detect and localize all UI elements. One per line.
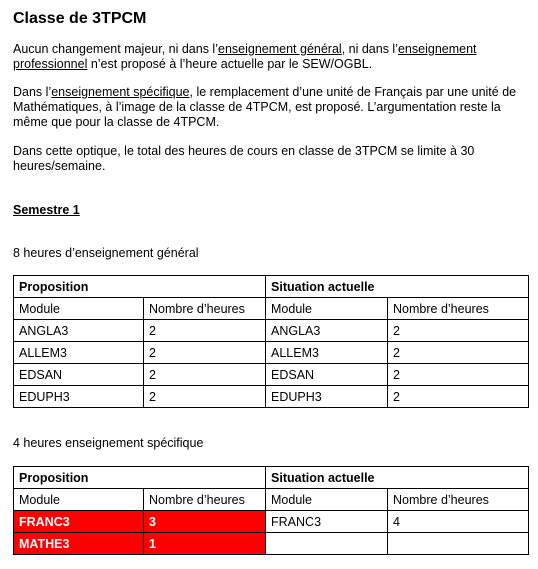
table-cell: EDSAN (266, 364, 388, 386)
text-run: Dans l’ (13, 85, 52, 99)
module-column-header: Module (266, 489, 388, 511)
hours-column-header: Nombre d’heures (388, 298, 529, 320)
highlighted-cell: 3 (144, 511, 266, 533)
paragraph-line (13, 42, 477, 57)
table-cell: 2 (144, 342, 266, 364)
table-cell: 2 (144, 320, 266, 342)
table-cell: 2 (388, 364, 529, 386)
table-cell: 2 (388, 386, 529, 408)
table-column-header-row (14, 489, 529, 511)
hours-column-header: Nombre d’heures (388, 489, 529, 511)
current-situation-header: Situation actuelle (266, 276, 529, 298)
table-cell (266, 533, 388, 555)
hours-column-header: Nombre d’heures (144, 489, 266, 511)
table-cell: ANGLA3 (266, 320, 388, 342)
table-group-header-row (14, 467, 529, 489)
table-cell: ALLEM3 (14, 342, 144, 364)
text-run: n’est proposé à l’heure actuelle par le SEW/OGBL. (87, 57, 373, 71)
paragraph-specific (13, 85, 516, 130)
highlighted-cell: 1 (144, 533, 266, 555)
paragraph-line: heures/semaine. (13, 159, 106, 173)
specific-hours-table (13, 466, 529, 555)
table-cell: FRANC3 (266, 511, 388, 533)
module-column-header: Module (14, 489, 144, 511)
paragraph-line (13, 85, 516, 100)
table-cell (388, 533, 529, 555)
proposition-header: Proposition (14, 276, 266, 298)
table-cell: ANGLA3 (14, 320, 144, 342)
paragraph-line: même que pour la classe de 4TPCM. (13, 115, 220, 129)
module-column-header: Module (14, 298, 144, 320)
current-situation-header: Situation actuelle (266, 467, 529, 489)
page-title: Classe de 3TPCM (13, 10, 147, 27)
underlined-term: enseignement (397, 42, 477, 56)
table-cell: 2 (388, 320, 529, 342)
table-cell: 2 (144, 386, 266, 408)
paragraph-general (13, 42, 477, 72)
proposition-header: Proposition (14, 467, 266, 489)
module-column-header: Module (266, 298, 388, 320)
table-group-header-row (14, 276, 529, 298)
table-cell: EDUPH3 (266, 386, 388, 408)
table-row (14, 364, 529, 386)
table-cell: ALLEM3 (266, 342, 388, 364)
paragraph-line: Mathématiques, à l’image de la classe de 4TPCM, est proposé. L’argumentation reste la (13, 100, 501, 114)
underlined-term: enseignement général (218, 42, 342, 56)
table-cell: 2 (388, 342, 529, 364)
table-row (14, 511, 529, 533)
underlined-term: enseignement spécifique (51, 85, 190, 99)
table-cell: EDUPH3 (14, 386, 144, 408)
table-row (14, 533, 529, 555)
general-hours-table (13, 275, 529, 408)
hours-column-header: Nombre d’heures (144, 298, 266, 320)
table-cell: EDSAN (14, 364, 144, 386)
text-run: , le remplacement d’une unité de Français par une unité de (189, 85, 517, 99)
highlighted-cell: MATHE3 (14, 533, 144, 555)
table-cell: 2 (144, 364, 266, 386)
semester-heading: Semestre 1 (13, 203, 80, 217)
paragraph-line: Dans cette optique, le total des heures de cours en classe de 3TPCM se limite à 30 (13, 144, 475, 158)
section-caption-specific: 4 heures enseignement spécifique (13, 436, 204, 450)
section-caption-general: 8 heures d’enseignement général (13, 246, 199, 260)
paragraph-total-hours (13, 144, 474, 174)
table-column-header-row (14, 298, 529, 320)
table-row (14, 386, 529, 408)
table-row (14, 320, 529, 342)
paragraph-line (13, 57, 477, 72)
text-run: Aucun changement majeur, ni dans l’ (13, 42, 218, 56)
underlined-term: professionnel (13, 57, 88, 71)
highlighted-cell: FRANC3 (14, 511, 144, 533)
table-row (14, 342, 529, 364)
text-run: , ni dans l’ (341, 42, 398, 56)
table-cell: 4 (388, 511, 529, 533)
